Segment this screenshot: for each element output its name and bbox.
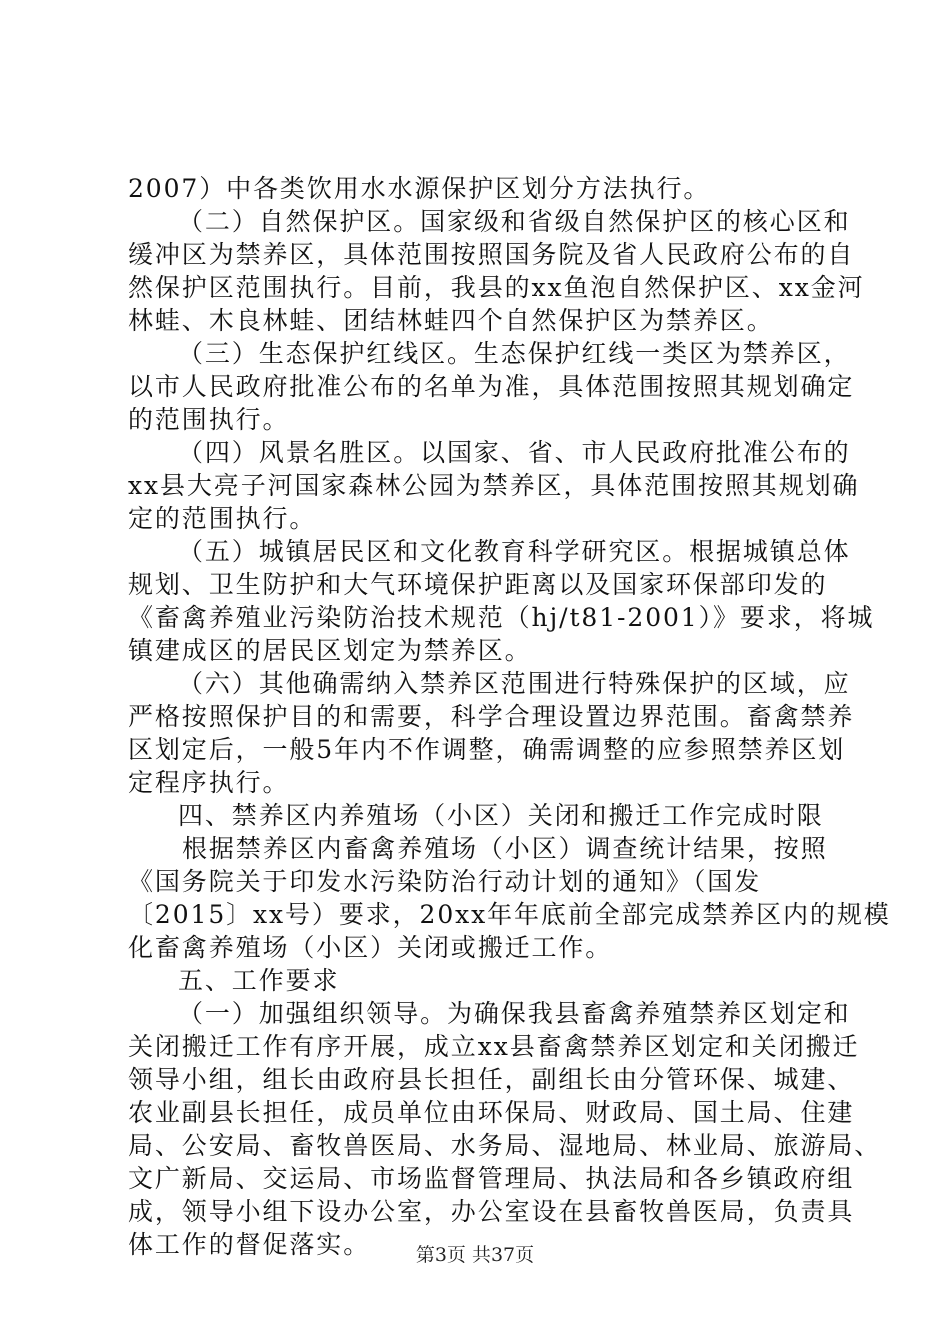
text-line: 然保护区范围执行。目前，我县的xx鱼泡自然保护区、xx金河 <box>128 273 865 302</box>
text-line: 农业副县长担任，成员单位由环保局、财政局、国土局、住建 <box>128 1098 855 1127</box>
text-line: 《国务院关于印发水污染防治行动计划的通知》（国发 <box>128 867 762 896</box>
text-line: 局、公安局、畜牧兽医局、水务局、湿地局、林业局、旅游局、 <box>128 1131 882 1160</box>
text-line: 文广新局、交运局、市场监督管理局、执法局和各乡镇政府组 <box>128 1164 855 1193</box>
text-line: （三）生态保护红线区。生态保护红线一类区为禁养区， <box>178 339 851 368</box>
document-body <box>128 172 891 1261</box>
text-line: 缓冲区为禁养区，具体范围按照国务院及省人民政府公布的自 <box>128 240 855 269</box>
text-line: （四）风景名胜区。以国家、省、市人民政府批准公布的 <box>178 438 851 467</box>
text-line: 2007）中各类饮用水水源保护区划分方法执行。 <box>128 174 711 203</box>
page-number-footer: 第3页 共37页 <box>415 1244 535 1266</box>
text-line: 化畜禽养殖场（小区）关闭或搬迁工作。 <box>128 933 613 962</box>
text-line: 严格按照保护目的和需要，科学合理设置边界范围。畜禽禁养 <box>128 702 855 731</box>
text-line: （一）加强组织领导。为确保我县畜禽养殖禁养区划定和 <box>178 999 851 1028</box>
section-heading: 四、禁养区内养殖场（小区）关闭和搬迁工作完成时限 <box>178 801 824 830</box>
text-line: 以市人民政府批准公布的名单为准，具体范围按照其规划确定 <box>128 372 855 401</box>
text-line: 林蛙、木良林蛙、团结林蛙四个自然保护区为禁养区。 <box>128 306 774 335</box>
text-line: 成，领导小组下设办公室，办公室设在县畜牧兽医局，负责具 <box>128 1197 855 1226</box>
text-line: 区划定后，一般5年内不作调整，确需调整的应参照禁养区划 <box>128 735 846 764</box>
text-line: （六）其他确需纳入禁养区范围进行特殊保护的区域，应 <box>178 669 851 698</box>
text-line: 的范围执行。 <box>128 405 290 434</box>
text-line: 〔2015〕xx号）要求，20xx年年底前全部完成禁养区内的规模 <box>128 900 891 929</box>
text-line: 领导小组，组长由政府县长担任，副组长由分管环保、城建、 <box>128 1065 855 1094</box>
section-heading: 五、工作要求 <box>178 966 340 995</box>
text-line: 体工作的督促落实。 <box>128 1230 371 1259</box>
text-line: 关闭搬迁工作有序开展，成立xx县畜禽禁养区划定和关闭搬迁 <box>128 1032 860 1061</box>
text-line: 《畜禽养殖业污染防治技术规范（hj/t81-2001）》要求，将城 <box>128 603 875 632</box>
text-line: （五）城镇居民区和文化教育科学研究区。根据城镇总体 <box>178 537 851 566</box>
text-line: 镇建成区的居民区划定为禁养区。 <box>128 636 532 665</box>
text-line: 定程序执行。 <box>128 768 290 797</box>
text-line: xx县大亮子河国家森林公园为禁养区，具体范围按照其规划确 <box>128 471 860 500</box>
text-line: 定的范围执行。 <box>128 504 317 533</box>
text-line: 规划、卫生防护和大气环境保护距离以及国家环保部印发的 <box>128 570 828 599</box>
text-line: （二）自然保护区。国家级和省级自然保护区的核心区和 <box>178 207 851 236</box>
text-line: 根据禁养区内畜禽养殖场（小区）调查统计结果，按照 <box>182 834 828 863</box>
